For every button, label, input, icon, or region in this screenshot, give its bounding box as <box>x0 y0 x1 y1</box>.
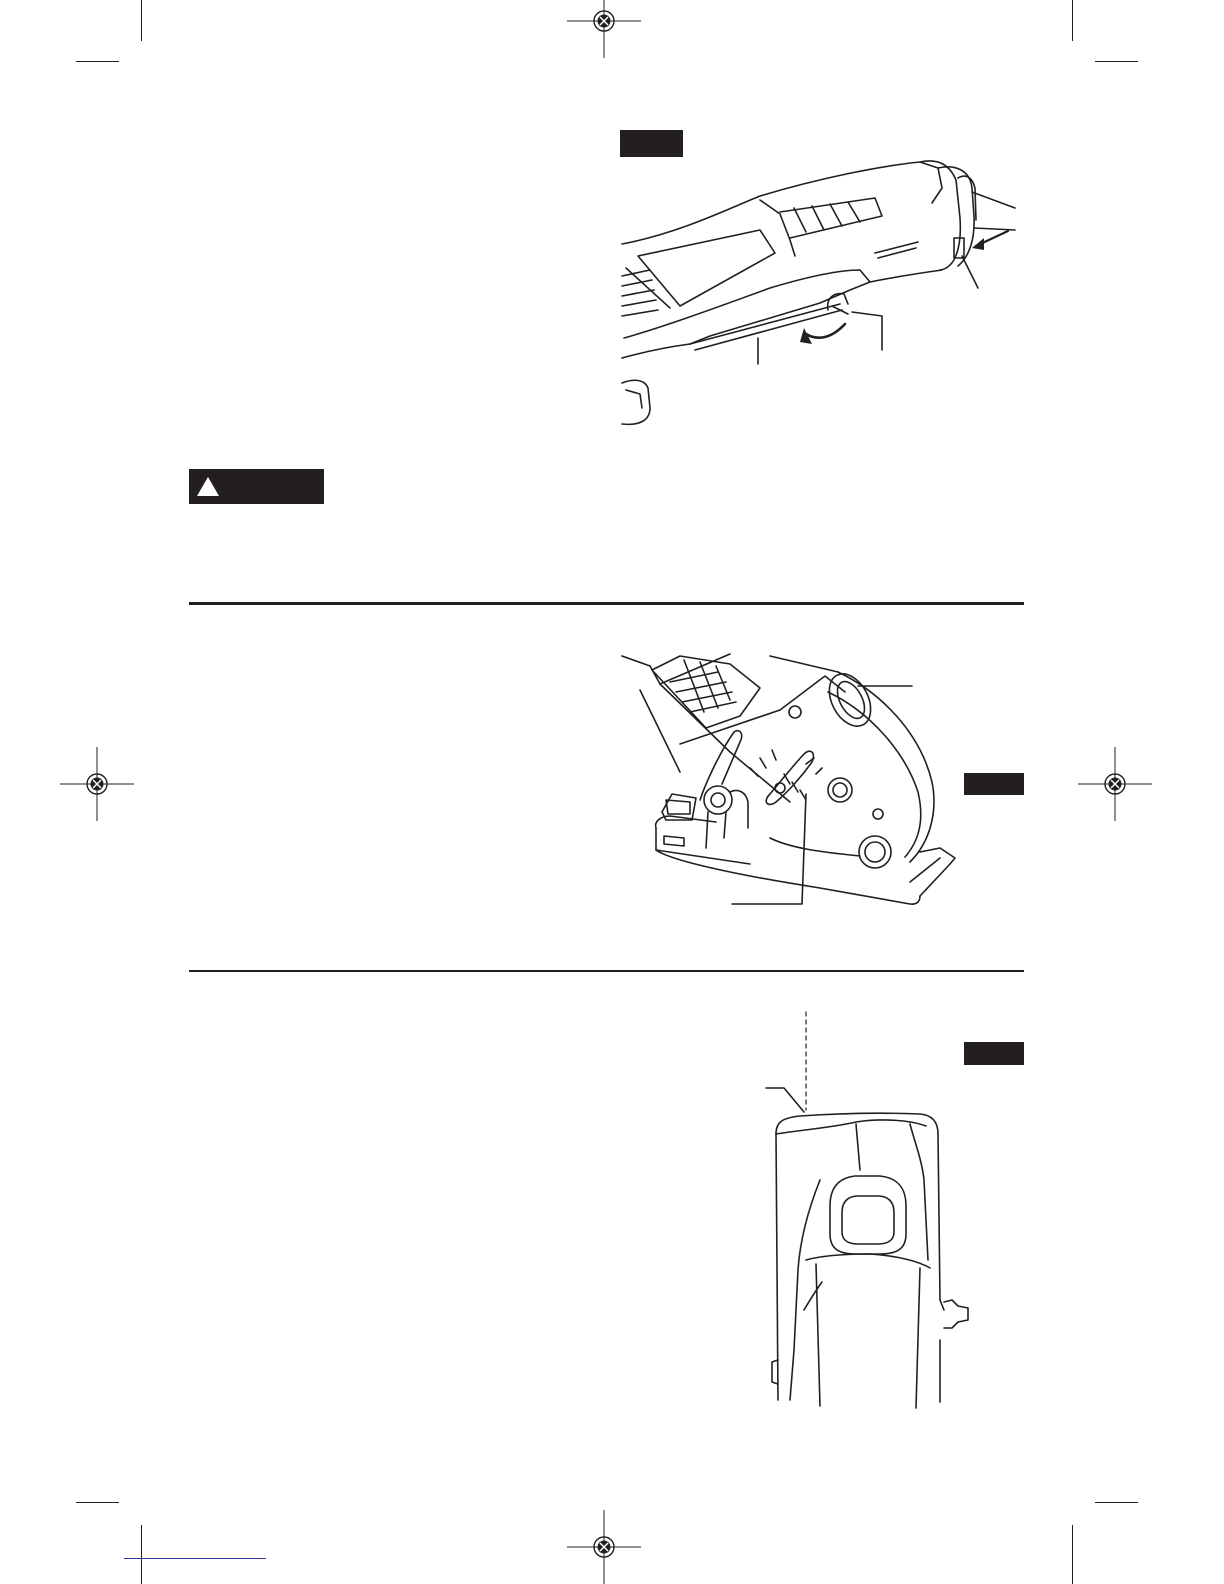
figure-badge <box>964 773 1024 795</box>
crop-mark <box>1072 1525 1073 1584</box>
crosshair-target-icon <box>567 0 641 58</box>
figure-badge <box>620 130 683 157</box>
figure-badge <box>964 1042 1024 1065</box>
crop-mark <box>76 1502 119 1503</box>
crosshair-target-icon <box>567 1510 641 1584</box>
figure-middle-bevel-adjust <box>620 652 960 918</box>
warning-label <box>189 469 324 504</box>
crop-mark <box>1072 0 1073 41</box>
figure-top-saw-handle <box>620 158 1015 430</box>
crop-mark <box>1095 61 1138 62</box>
warning-triangle-icon <box>196 476 220 497</box>
crop-mark <box>76 61 119 62</box>
figure-bottom-front-view <box>760 1010 972 1410</box>
crop-mark <box>1095 1502 1138 1503</box>
margin-link-line <box>124 1558 266 1559</box>
section-divider <box>189 970 1024 972</box>
crosshair-target-icon <box>60 747 134 821</box>
crosshair-target-icon <box>1078 747 1152 821</box>
section-divider <box>189 602 1024 605</box>
crop-mark <box>141 1525 142 1584</box>
crop-mark <box>141 0 142 41</box>
